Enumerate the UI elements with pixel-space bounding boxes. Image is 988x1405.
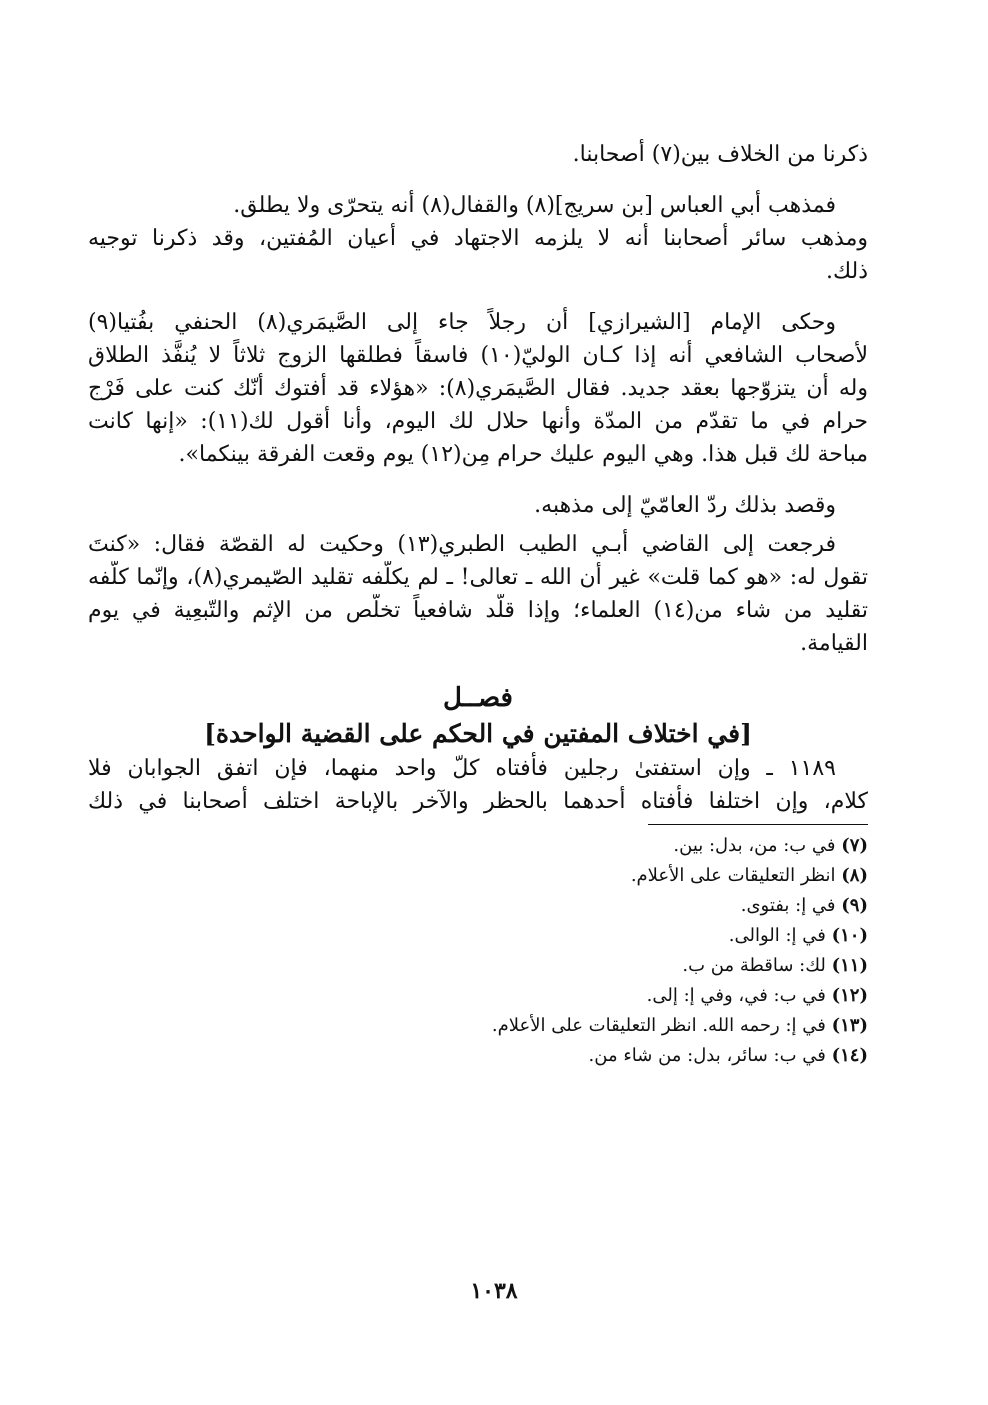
page-number: ١٠٣٨ — [470, 1278, 518, 1304]
text-line: القيامة. — [800, 631, 868, 656]
paragraph — [88, 189, 868, 288]
text-line: كلام، وإن اختلفا فأفتاه أحدهما بالحظر والآخر بالإباحة اختلف أصحابنا في ذلك — [88, 789, 868, 814]
footnote — [88, 891, 868, 921]
footnotes — [88, 831, 868, 1071]
footnote — [88, 1041, 868, 1071]
section-subtitle: [في اختلاف المفتين في الحكم على القضية الواحدة] — [204, 719, 752, 748]
section-title: فصــل — [443, 683, 513, 713]
footnote-text: في ب: من، بدل: بين. — [673, 835, 836, 856]
footnote-divider — [648, 824, 868, 825]
footnote — [88, 861, 868, 891]
footnote-number: (١٣) — [831, 1015, 868, 1036]
footnote — [88, 951, 868, 981]
paragraph — [88, 752, 868, 818]
text-line: ١١٨٩ ـ وإن استفتىٰ رجلين فأفتاه كلّ واحد منهما، فإن اتفق الجوابان فلا — [88, 756, 836, 781]
text-line: تقول له: «هو كما قلت» غير أن الله ـ تعالى! ـ لم يكلّفه تقليد الصّيمري(٨)، وإنّما كلّفه — [88, 565, 868, 590]
text-line: ذكرنا من الخلاف بين(٧) أصحابنا. — [572, 142, 868, 167]
paragraph — [88, 528, 868, 660]
text-line: وله أن يتزوّجها بعقد جديد. فقال الصَّيمَري(٨): «هؤلاء قد أفتوك أنّك كنت على فَرْج — [88, 376, 868, 401]
text-line: لأصحاب الشافعي أنه إذا كـان الوليّ(١٠) فاسقاً فطلقها الزوج ثلاثاً لا يُنفَّذ الطلاق — [88, 343, 868, 368]
footnote-text: في إ: بفتوى. — [740, 895, 836, 916]
text-line: وقصد بذلك ردّ العامّيّ إلى مذهبه. — [534, 493, 836, 518]
text-line: وحكى الإمام [الشيرازي] أن رجلاً جاء إلى الصَّيمَري(٨) الحنفي بفُتيا(٩) — [88, 310, 836, 335]
footnote-number: (١١) — [831, 955, 868, 976]
footnote-number: (٨) — [841, 865, 868, 886]
footnote-text: في ب: سائر، بدل: من شاء من. — [588, 1045, 826, 1066]
text-line: فرجعت إلى القاضي أبـي الطيب الطبري(١٣) وحكيت له القصّة فقال: «كنتَ — [88, 532, 836, 557]
footnote-number: (١٤) — [831, 1045, 868, 1066]
footnote-number: (١٢) — [831, 985, 868, 1006]
footnote-number: (٩) — [841, 895, 868, 916]
footnote-text: انظر التعليقات على الأعلام. — [630, 865, 836, 886]
footnote-text: لك: ساقطة من ب. — [682, 955, 826, 976]
footnote-text: في إ: رحمه الله. انظر التعليقات على الأعلام. — [491, 1015, 826, 1036]
paragraph — [88, 489, 868, 522]
page-body — [88, 138, 868, 1071]
footnote-text: في إ: الوالى. — [728, 925, 826, 946]
footnote — [88, 1011, 868, 1041]
footnote — [88, 981, 868, 1011]
footnote-number: (١٠) — [831, 925, 868, 946]
footnote-number: (٧) — [841, 835, 868, 856]
text-line: ومذهب سائر أصحابنا أنه لا يلزمه الاجتهاد في أعيان المُفتين، وقد ذكرنا توجيه — [88, 226, 868, 251]
footnote — [88, 831, 868, 861]
text-line: تقليد من شاء من(١٤) العلماء؛ وإذا قلّد شافعياً تخلّص من الإثم والتّبعِية في يوم — [88, 598, 868, 623]
footnote — [88, 921, 868, 951]
paragraph — [88, 306, 868, 471]
text-line: ذلك. — [825, 259, 868, 284]
text-line: حرام في ما تقدّم من المدّة وأنها حلال لك اليوم، وأنا أقول لك(١١): «إنها كانت — [88, 409, 868, 434]
text-line: مباحة لك قبل هذا. وهي اليوم عليك حرام مِن(١٢) يوم وقعت الفرقة بينكما». — [178, 442, 868, 467]
footnote-text: في ب: في، وفي إ: إلى. — [646, 985, 826, 1006]
text-line: فمذهب أبي العباس [بن سريج](٨) والقفال(٨) أنه يتحرّى ولا يطلق. — [233, 193, 836, 218]
